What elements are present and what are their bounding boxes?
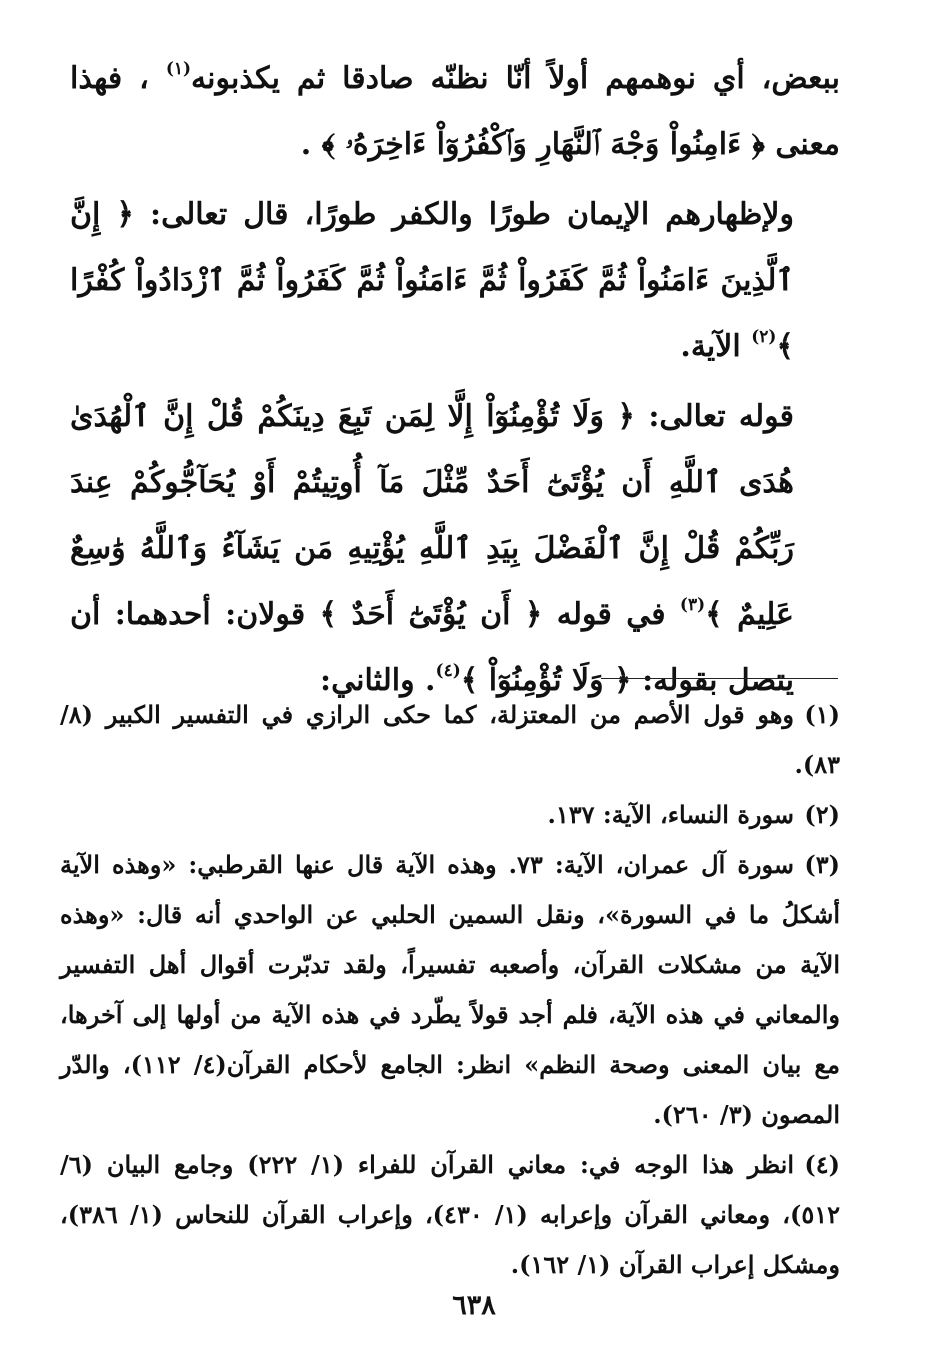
quran-verse: ﴿ وَلَا تُؤْمِنُوٓاْ ﴾ [460,663,632,698]
footnote-number: (١) [804,700,840,729]
paragraph-2 [70,182,840,380]
footnote-number: (٢) [804,800,840,829]
footnote-number: (٣) [804,850,840,879]
paragraph-3 [70,384,840,714]
quran-verse: ﴿ إِنَّ ٱلَّذِينَ ءَامَنُواْ ثُمَّ كَفَرُواْ ثُمَّ ءَامَنُواْ ثُمَّ كَفَرُواْ ثُمَّ ٱزْدَادُواْ كُفْرًا ﴾ [70,197,794,364]
main-text [70,46,840,714]
footnote-4 [60,1140,840,1290]
footnotes [60,690,840,1290]
footnote-ref-3[interactable]: (٣) [679,595,706,615]
paragraph-1-text: ببعض، أي نوهمهم أولاً أنّا نظنّه صادقا ثم يكذبونه [191,61,840,96]
footnote-text: سورة آل عمران، الآية: ٧٣. وهذه الآية قال عنها القرطبي: «وهذه الآية أشكلُ ما في السورة»، ونقل السمين الحلبي عن الواحدي أنه قال: «وهذه الآية من مشكلات القرآن، وأصعبه تفسيراً، ولقد تدبّرت أقوال أهل التفسير والمعاني في هذه الآية، فلم أجد قولاً يطّرد في هذه الآية من أولها إلى آخرها، مع بيان المعنى وصحة النظم» انظر: الجامع لأحكام القرآن(٤/ ١١٢)، والدّر المصون (٣/ ٢٦٠). [60,850,840,1129]
paragraph-1-text-b: ، فهذا معنى [70,61,840,162]
footnote-ref-2[interactable]: (٢) [751,327,777,347]
footnote-3 [60,840,840,1140]
quran-verse: ﴿ أَن يُؤْتَىٰٓ أَحَدٌ ﴾ [319,597,543,632]
paragraph-2-end: الآية. [680,329,741,364]
page-number: ٦٣٨ [452,1290,496,1321]
paragraph-2-text: ولإظهارهم الإيمان طورًا والكفر طورًا، قال تعالى: [150,197,794,232]
footnote-ref-1[interactable]: (١) [165,59,192,79]
footnote-number: (٤) [804,1150,841,1179]
footnote-ref-4[interactable]: (٤) [435,661,461,681]
footnote-1 [60,690,840,790]
footnote-separator [601,678,838,679]
paragraph-1-end: . [300,127,312,162]
paragraph-1 [70,46,840,178]
paragraph-3-text-b: في قوله [556,597,666,632]
footnote-2 [60,790,840,840]
paragraph-3-text-d: . والثاني: [320,663,436,698]
footnote-text: وهو قول الأصم من المعتزلة، كما حكى الرازي في التفسير الكبير (٨/ ٨٣). [60,700,840,779]
quran-verse: ﴿ ءَامِنُواْ وَجْهَ ٱلنَّهَارِ وَٱكْفُرُوٓاْ ءَاخِرَهُۥ ﴾ [321,127,765,162]
paragraph-3-text-c: قولان: أحدهما: أن يتصل بقوله: [70,597,794,698]
quran-verse: ﴿ وَلَا تُؤْمِنُوٓاْ إِلَّا لِمَن تَبِعَ دِينَكُمْ قُلْ إِنَّ ٱلْهُدَىٰ هُدَى ٱللَّهِ أَن يُؤْتَىٰٓ أَحَدٌ مِّثْلَ مَآ أُوتِيتُمْ أَوْ يُحَآجُّوكُمْ عِندَ رَبِّكُمْ قُلْ إِنَّ ٱلْفَضْلَ بِيَدِ ٱللَّهِ يُؤْتِيهِ مَن يَشَآءُ وَٱللَّهُ وَٰسِعٌ عَلِيمٌ ﴾ [70,399,794,632]
paragraph-3-text: قوله تعالى: [648,399,794,434]
footnote-text: انظر هذا الوجه في: معاني القرآن للفراء (١/ ٢٢٢) وجامع البيان (٦/ ٥١٢)، ومعاني القرآن وإعرابه (١/ ٤٣٠)، وإعراب القرآن للنحاس (١/ ٣٨٦)، ومشكل إعراب القرآن (١/ ١٦٢). [60,1150,841,1279]
footnote-text: سورة النساء، الآية: ١٣٧. [547,800,794,829]
